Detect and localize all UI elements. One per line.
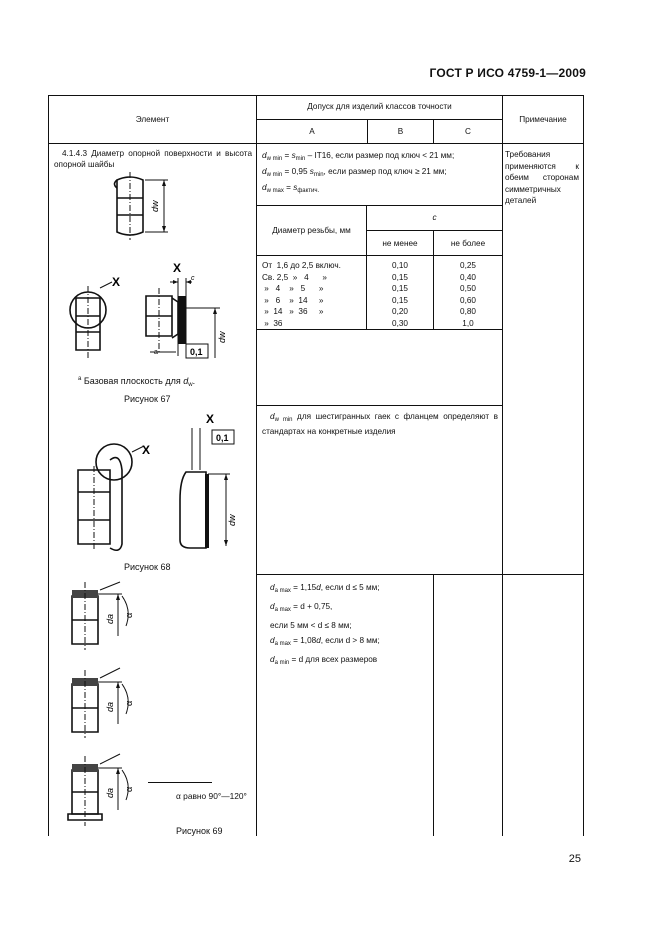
inner-col-c: c	[432, 213, 437, 222]
svg-text:X: X	[206, 412, 215, 426]
formula-da-max-1: $d_{a max} = 1,15d$, если d ≤ 5 мм;	[270, 583, 380, 594]
figure-69-caption: Рисунок 69	[176, 826, 223, 836]
page-number: 25	[568, 853, 581, 865]
svg-text:c: c	[191, 275, 195, 282]
table-row: » 4 » 5 »	[262, 284, 324, 293]
header-class-b: B	[397, 127, 404, 136]
header-class-c: C	[465, 127, 471, 136]
flange-text: $d_{w min}$ для шестигранных гаек с фланцем определяют в стандартах на конкретные изделия	[262, 412, 499, 436]
svg-text:X: X	[173, 261, 182, 275]
svg-text:a: a	[154, 349, 158, 356]
table-row: От 1,6 до 2,5 включ.	[262, 261, 341, 270]
header-tolerance-group: Допуск для изделий классов точности	[307, 102, 452, 111]
header-note: Примечание	[519, 115, 567, 124]
svg-text:da: da	[105, 701, 115, 712]
formula-dw-min-2: $d_{w min} = 0,95$ $s_{min}$, если размер под ключ ≥ 21 мм;	[262, 167, 447, 178]
svg-text:X: X	[142, 443, 151, 457]
figure-67-nut-top	[100, 170, 190, 250]
svg-text:α: α	[124, 612, 134, 618]
note-symmetric: Требования применяются к обеим сторонам симметричных деталей	[505, 150, 579, 205]
table-row: » 36	[262, 318, 283, 328]
svg-text:da: da	[105, 787, 115, 798]
svg-text:0,1: 0,1	[216, 433, 229, 443]
inner-col-min: не менее	[382, 239, 418, 248]
svg-text:dw: dw	[227, 514, 237, 526]
svg-text:dw: dw	[217, 331, 227, 343]
figure-69-nut-2	[66, 660, 166, 740]
formula-dw-max: $d_{w max} = s_{фактич.}$	[262, 183, 320, 194]
table-row: » 6 » 14 »	[262, 295, 324, 305]
figure-69-nut-1	[66, 580, 166, 652]
header-element: Элемент	[135, 115, 170, 124]
formula-dw-min-1: $d_{w min} = s_{min} - IT16$, если размер под ключ < 21 мм;	[262, 151, 455, 162]
inner-col-max-values: 0,25 0,40 0,50 0,60 0,80 1,0	[460, 261, 476, 328]
figure-69-nut-3	[66, 748, 166, 828]
svg-text:α: α	[124, 700, 134, 706]
header-class-a: A	[309, 127, 315, 136]
formula-da-max-2b: если 5 мм < d ≤ 8 мм;	[270, 621, 352, 630]
formula-da-min: $d_{a min} = d$ для всех размеров	[270, 655, 378, 666]
svg-text:α: α	[124, 786, 134, 792]
table-row: » 14 » 36 »	[262, 307, 324, 316]
svg-text:X: X	[112, 275, 121, 289]
figure-67-caption: Рисунок 67	[124, 394, 171, 404]
svg-text:da: da	[105, 613, 115, 624]
inner-col-min-values: 0,10 0,15 0,15 0,15 0,20 0,30	[392, 261, 408, 328]
footnote-base-plane: $^a$ Базовая плоскость для $d_w$.	[78, 376, 196, 388]
figure-68-caption: Рисунок 68	[124, 562, 171, 572]
figure-67-detail	[60, 258, 250, 370]
section-4143-title: 4.1.4.3 Диаметр опорной поверхности и высота опорной шайбы	[54, 149, 252, 169]
da-formulas	[270, 580, 432, 671]
svg-text:0,1: 0,1	[190, 347, 203, 357]
alpha-note: α равно 90°—120°	[176, 791, 247, 801]
document-code: ГОСТ Р ИСО 4759-1—2009	[429, 66, 586, 80]
inner-col-max: не более	[450, 239, 486, 248]
formula-da-max-3: $d_{a max} = 1,08d$, если d > 8 мм;	[270, 636, 380, 647]
table-row: Св. 2,5 » 4 »	[262, 272, 327, 282]
svg-text:dw: dw	[150, 200, 160, 212]
inner-col-thread: Диаметр резьбы, мм	[272, 226, 351, 235]
inner-col-thread-values	[262, 260, 366, 329]
formula-da-max-2: $d_{a max} = d + 0,75$,	[270, 602, 333, 613]
figure-68-flange-nut	[68, 410, 248, 555]
